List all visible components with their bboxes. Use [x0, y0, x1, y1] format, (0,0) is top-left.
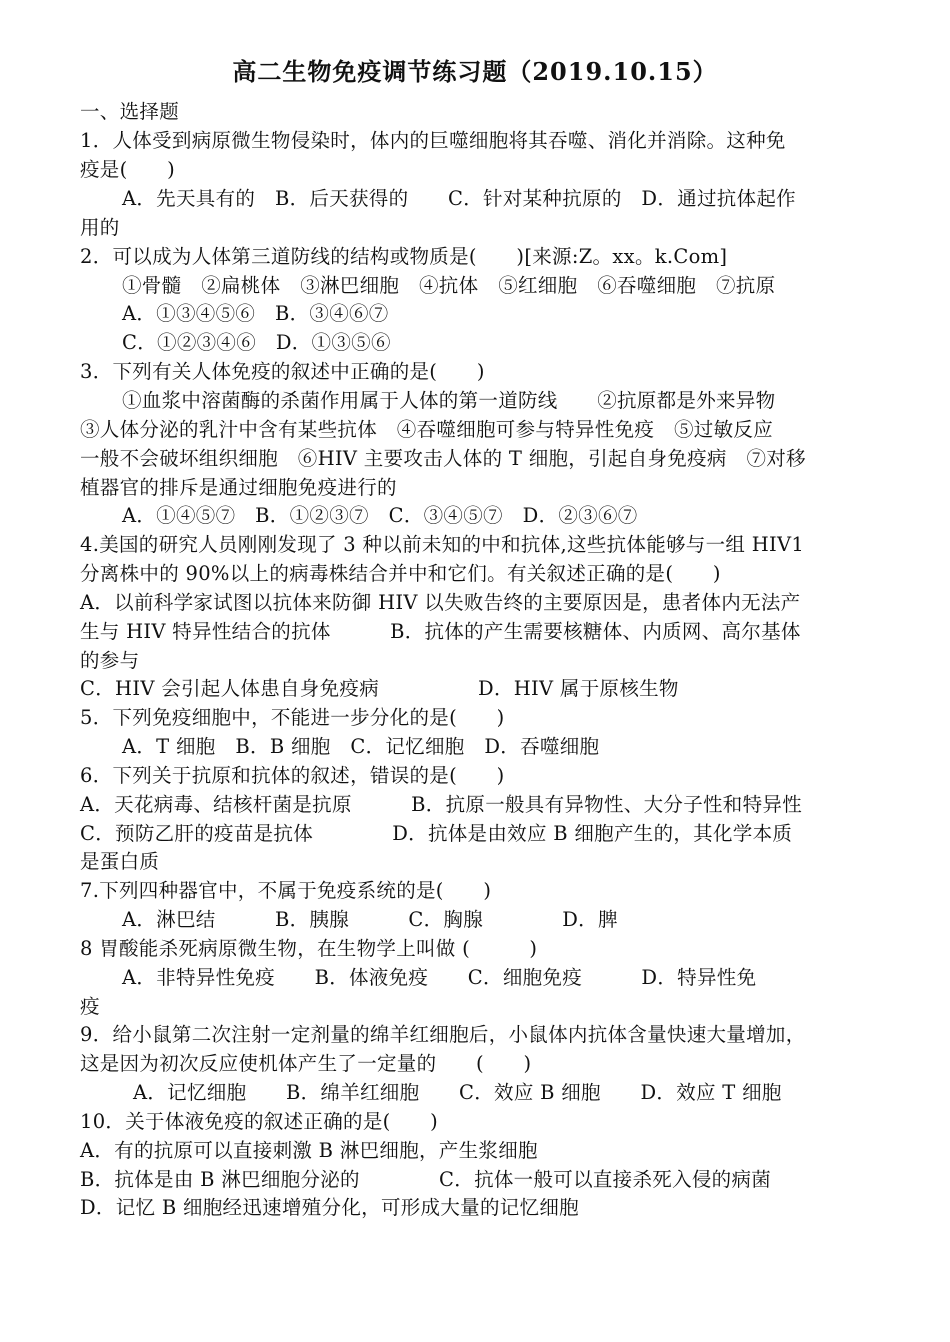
question-2-items: ①骨髓 ②扁桃体 ③淋巴细胞 ④抗体 ⑤红细胞 ⑥吞噬细胞 ⑦抗原	[122, 274, 776, 297]
question-10-stem: 10．关于体液免疫的叙述正确的是( )	[80, 1110, 439, 1133]
question-8-options-cont: 疫	[80, 995, 100, 1018]
question-6-stem: 6．下列关于抗原和抗体的叙述，错误的是( )	[80, 764, 505, 787]
question-2-stem: 2．可以成为人体第三道防线的结构或物质是( )[来源:Z。xx。k.Com]	[80, 245, 728, 268]
question-5-options: A．T 细胞 B．B 细胞 C．记忆细胞 D．吞噬细胞	[122, 735, 600, 758]
question-4-stem: 4.美国的研究人员刚刚发现了 3 种以前未知的中和抗体,这些抗体能够与一组 HIV1	[80, 533, 805, 556]
question-1-stem-cont: 疫是( )	[80, 158, 176, 181]
page-title: 高二生物免疫调节练习题（2019.10.15）	[232, 57, 718, 86]
question-7-stem: 7.下列四种器官中，不属于免疫系统的是( )	[80, 879, 492, 902]
question-4-option-b-cont: 的参与	[80, 649, 140, 672]
question-3-item-line-1: ①血浆中溶菌酶的杀菌作用属于人体的第一道防线 ②抗原都是外来异物	[122, 389, 776, 412]
question-3-item-line-3: 一般不会破坏组织细胞 ⑥HIV 主要攻击人体的 T 细胞，引起自身免疫病 ⑦对移	[80, 447, 806, 470]
question-7-options: A．淋巴结 B．胰腺 C．胸腺 D．脾	[122, 908, 618, 931]
question-4-option-a: A．以前科学家试图以抗体来防御 HIV 以失败告终的主要原因是，患者体内无法产	[80, 591, 801, 614]
question-8-options: A．非特异性免疫 B．体液免疫 C．细胞免疫 D．特异性免	[122, 966, 757, 989]
question-2-options-ab: A．①③④⑤⑥ B．③④⑥⑦	[122, 302, 389, 325]
question-5-stem: 5．下列免疫细胞中，不能进一步分化的是( )	[80, 706, 505, 729]
question-1-options-cont: 用的	[80, 216, 120, 239]
question-3-item-line-2: ③人体分泌的乳汁中含有某些抗体 ④吞噬细胞可参与特异性免疫 ⑤过敏反应	[80, 418, 774, 441]
question-1-stem: 1．人体受到病原微生物侵染时，体内的巨噬细胞将其吞噬、消化并消除。这种免	[80, 129, 786, 152]
question-10-option-d: D．记忆 B 细胞经迅速增殖分化，可形成大量的记忆细胞	[80, 1196, 579, 1219]
question-6-options-ab: A．天花病毒、结核杆菌是抗原 B．抗原一般具有异物性、大分子性和特异性	[80, 793, 803, 816]
question-9-stem: 9．给小鼠第二次注射一定剂量的绵羊红细胞后，小鼠体内抗体含量快速大量增加，	[80, 1023, 806, 1046]
question-4-option-c-d: C．HIV 会引起人体患自身免疫病 D．HIV 属于原核生物	[80, 677, 679, 700]
question-10-option-a: A．有的抗原可以直接刺激 B 淋巴细胞，产生浆细胞	[80, 1139, 538, 1162]
question-9-options: A．记忆细胞 B．绵羊红细胞 C．效应 B 细胞 D．效应 T 细胞	[133, 1081, 782, 1104]
question-4-stem-cont: 分离株中的 90%以上的病毒株结合并中和它们。有关叙述正确的是( )	[80, 562, 721, 585]
question-1-options: A．先天具有的 B．后天获得的 C．针对某种抗原的 D．通过抗体起作	[122, 187, 796, 210]
section-heading: 一、选择题	[80, 100, 180, 123]
question-3-options: A．①④⑤⑦ B．①②③⑦ C．③④⑤⑦ D．②③⑥⑦	[122, 504, 638, 527]
question-2-options-cd: C．①②③④⑥ D．①③⑤⑥	[122, 331, 391, 354]
question-6-option-d-cont: 是蛋白质	[80, 850, 160, 873]
question-4-option-a-b: 生与 HIV 特异性结合的抗体 B．抗体的产生需要核糖体、内质网、高尔基体	[80, 620, 801, 643]
question-3-item-line-4: 植器官的排斥是通过细胞免疫进行的	[80, 476, 397, 499]
question-6-options-cd: C．预防乙肝的疫苗是抗体 D．抗体是由效应 B 细胞产生的，其化学本质	[80, 822, 793, 845]
question-8-stem: 8 胃酸能杀死病原微生物，在生物学上叫做 ( )	[80, 937, 538, 960]
question-9-stem-cont: 这是因为初次反应使机体产生了一定量的 ( )	[80, 1052, 532, 1075]
question-10-options-bc: B．抗体是由 B 淋巴细胞分泌的 C．抗体一般可以直接杀死入侵的病菌	[80, 1168, 772, 1191]
question-3-stem: 3．下列有关人体免疫的叙述中正确的是( )	[80, 360, 485, 383]
